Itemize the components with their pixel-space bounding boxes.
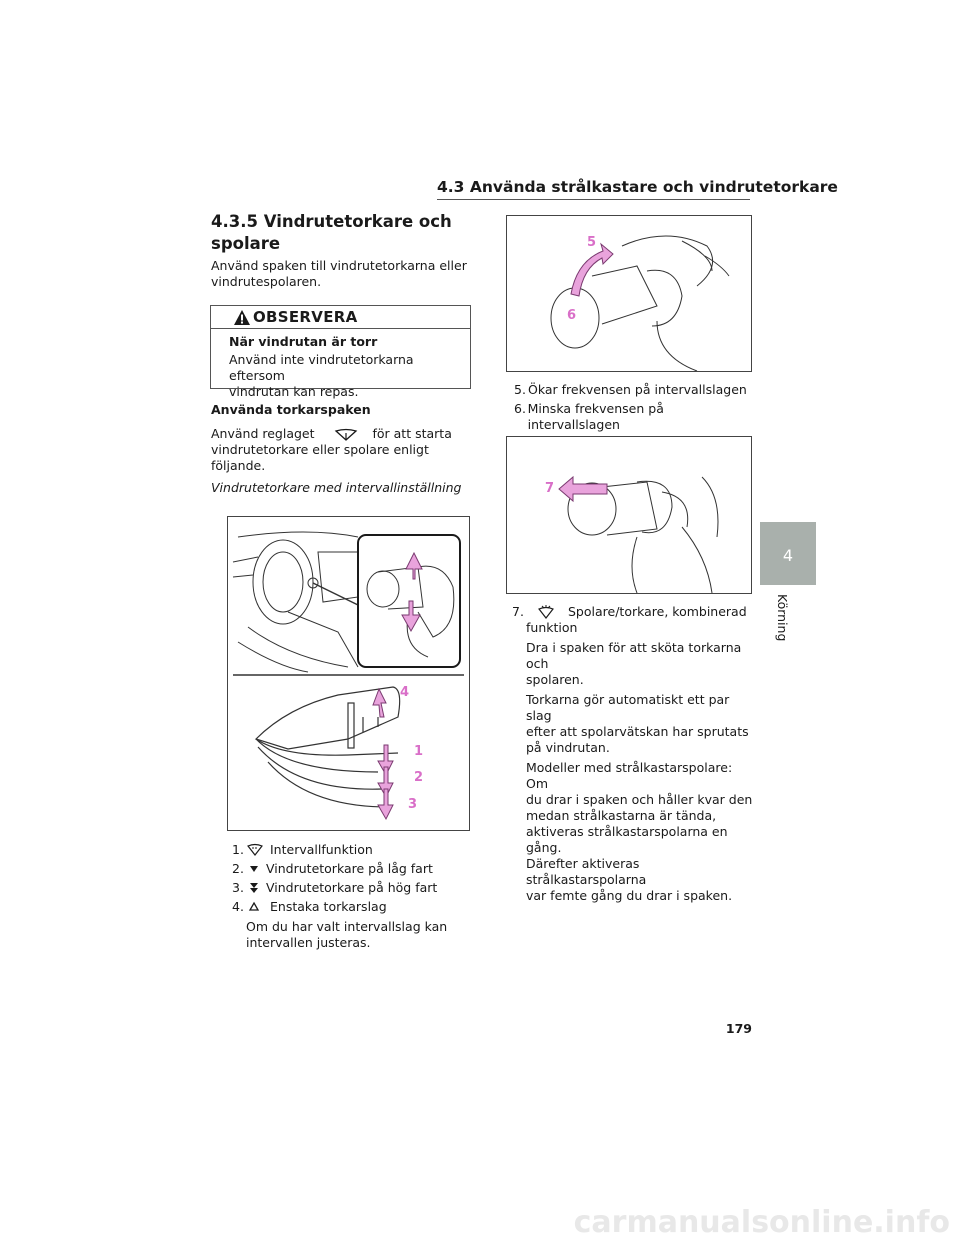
notice-line: vindrutan kan repas.	[229, 384, 359, 399]
running-header: 4.3 Använda strålkastare och vindrutetorkare	[437, 178, 838, 196]
figure-label-4: 4	[400, 685, 410, 700]
list-number: 4.	[232, 899, 244, 914]
list-number: 1.	[232, 842, 244, 857]
usage-line: vindrutetorkare eller spolare enligt	[211, 442, 429, 457]
lever-diagram	[228, 517, 469, 830]
figure-lever-illustration	[227, 516, 470, 831]
frequency-diagram	[507, 216, 751, 371]
usage-heading: Använda torkarspaken	[211, 402, 371, 417]
right-list	[514, 382, 754, 432]
item7-line: aktiveras strålkastarspolarna en gång.	[526, 824, 728, 855]
list-item	[232, 899, 472, 918]
item4-note	[232, 919, 472, 951]
list-text: Ökar frekvensen på intervallslagen	[528, 382, 747, 397]
list-item	[232, 880, 472, 899]
usage-subheading: Vindrutetorkare med intervallinställning	[211, 480, 462, 495]
warning-icon	[233, 309, 251, 326]
usage-text: för att starta	[372, 426, 452, 441]
figure-label-3: 3	[408, 797, 418, 812]
usage-line: följande.	[211, 458, 266, 473]
item7-block	[512, 604, 758, 904]
item7-line: Torkarna gör automatiskt ett par slag	[526, 692, 730, 723]
usage-line	[211, 426, 471, 442]
list-item	[232, 861, 472, 880]
figure-label-7: 7	[545, 481, 555, 496]
list-number: 3.	[232, 880, 244, 895]
wiper-intermittent-icon	[246, 843, 264, 857]
watermark	[0, 1202, 960, 1242]
figure-label-1: 1	[414, 744, 424, 759]
notice-subtitle: När vindrutan är torr	[229, 334, 378, 349]
notice-header	[211, 306, 470, 329]
watermark-text: carmanualsonline.info	[573, 1205, 950, 1240]
usage-text: Använd reglaget	[211, 426, 315, 441]
notice-box	[210, 305, 471, 399]
note-line: intervallen justeras.	[246, 935, 371, 950]
list-item	[514, 401, 754, 432]
item7-line: medan strålkastarna är tända,	[526, 808, 717, 823]
item7-line: funktion	[526, 620, 578, 635]
item7-body	[512, 620, 758, 904]
list-text: Vindrutetorkare på hög fart	[266, 880, 438, 895]
figure-label-2: 2	[414, 770, 424, 785]
item7-line: spolaren.	[526, 672, 584, 687]
wiper-switch-icon	[333, 428, 359, 442]
section-title-line1: 4.3.5 Vindrutetorkare och	[211, 212, 452, 231]
list-item	[512, 604, 758, 620]
low-speed-icon	[248, 862, 260, 876]
notice-line: Använd inte vindrutetorkarna eftersom	[229, 352, 414, 383]
item7-line: på vindrutan.	[526, 740, 610, 755]
figure-frequency-dial	[506, 215, 752, 372]
list-text: Spolare/torkare, kombinerad	[568, 604, 747, 619]
list-number: 5.	[514, 382, 526, 397]
intro-line: vindrutespolaren.	[211, 274, 322, 289]
high-speed-icon	[248, 881, 260, 895]
single-wipe-icon	[248, 900, 260, 914]
list-text: Enstaka torkarslag	[270, 899, 387, 914]
washer-wiper-icon	[536, 604, 556, 620]
section-title	[211, 211, 461, 255]
item7-line: var femte gång du drar i spaken.	[526, 888, 733, 903]
washer-diagram	[507, 437, 751, 593]
item7-line: du drar i spaken och håller kvar den	[526, 792, 753, 807]
item7-line: efter att spolarvätskan har sprutats	[526, 724, 749, 739]
item7-line: Därefter aktiveras strålkastarspolarna	[526, 856, 647, 887]
chapter-tab-label	[760, 592, 790, 652]
chapter-label-text: Körning	[775, 594, 790, 642]
item7-line: Dra i spaken för att sköta torkarna och	[526, 640, 742, 671]
list-number: 6.	[514, 401, 526, 416]
list-number: 7.	[512, 604, 524, 619]
list-text: Intervallfunktion	[270, 842, 373, 857]
left-list	[232, 842, 472, 951]
intro-paragraph	[211, 258, 471, 290]
page-number: 179	[725, 1021, 752, 1036]
list-item	[232, 842, 472, 861]
figure-label-5: 5	[587, 235, 597, 250]
item7-line: Modeller med strålkastarspolare: Om	[526, 760, 733, 791]
list-item	[514, 382, 754, 401]
intro-line: Använd spaken till vindrutetorkarna eller	[211, 258, 467, 273]
list-number: 2.	[232, 861, 244, 876]
list-text: Vindrutetorkare på låg fart	[266, 861, 433, 876]
figure-washer-pull	[506, 436, 752, 594]
notice-text	[229, 352, 465, 400]
chapter-tab-number: 4	[782, 546, 794, 565]
note-line: Om du har valt intervallslag kan	[246, 919, 448, 934]
list-text: Minska frekvensen på intervallslagen	[527, 401, 664, 432]
section-title-line2: spolare	[211, 234, 281, 253]
figure-label-6: 6	[567, 308, 577, 323]
notice-title: OBSERVERA	[253, 308, 358, 326]
header-rule	[437, 199, 750, 200]
usage-paragraph	[211, 426, 471, 474]
